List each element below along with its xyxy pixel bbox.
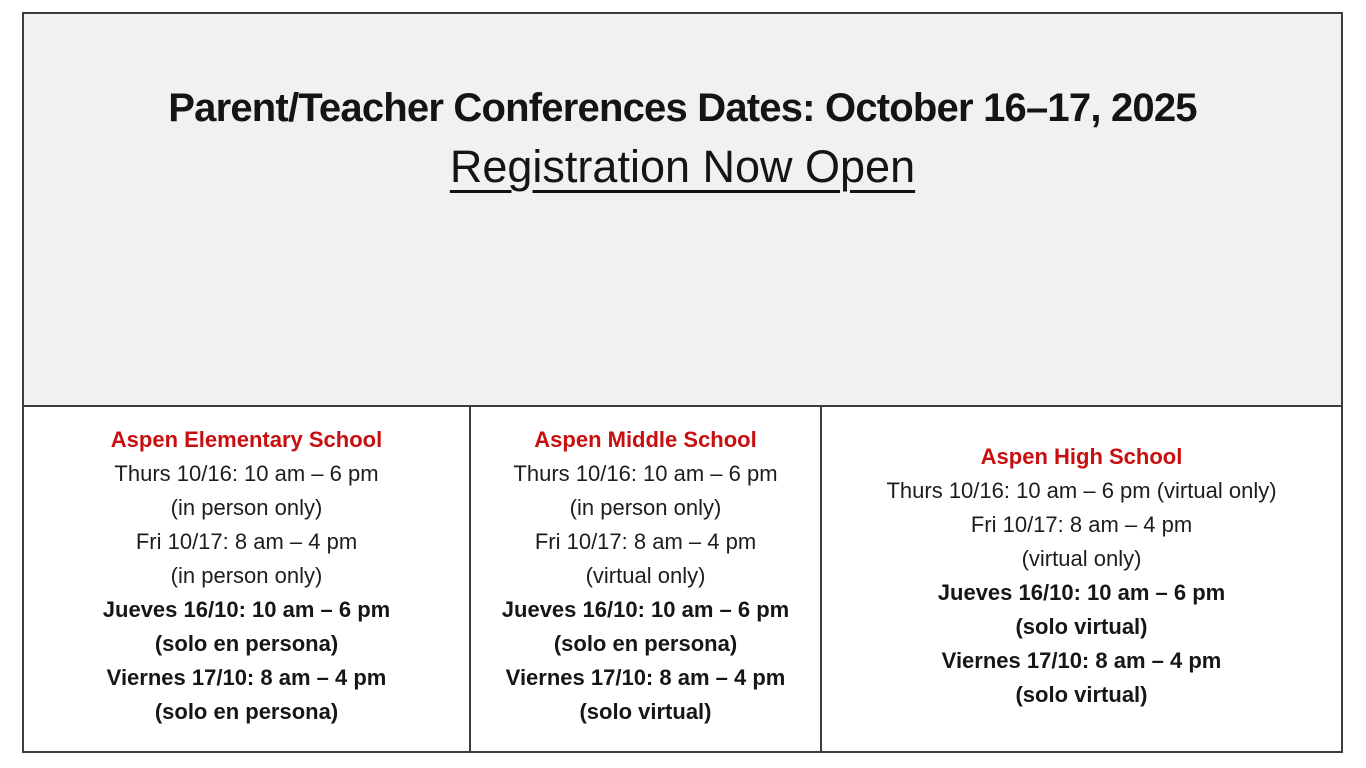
schedule-line-spanish: Viernes 17/10: 8 am – 4 pm xyxy=(106,665,387,690)
schedule-line: (in person only) xyxy=(170,563,323,588)
schedule-line-spanish: Viernes 17/10: 8 am – 4 pm xyxy=(505,665,786,690)
schedule-line-spanish: (solo virtual) xyxy=(1015,614,1148,639)
schedule-line: (in person only) xyxy=(569,495,722,520)
schedule-line-spanish: (solo en persona) xyxy=(154,631,339,656)
schedule-line: (virtual only) xyxy=(585,563,706,588)
schedule-line: Fri 10/17: 8 am – 4 pm xyxy=(970,512,1193,537)
schedule-line: Fri 10/17: 8 am – 4 pm xyxy=(534,529,757,554)
schedule-line-spanish: Jueves 16/10: 10 am – 6 pm xyxy=(501,597,790,622)
school-column-middle xyxy=(469,407,820,751)
schedule-line-spanish: Jueves 16/10: 10 am – 6 pm xyxy=(937,580,1226,605)
schedule-line-spanish: (solo en persona) xyxy=(154,699,339,724)
schedule-line: Fri 10/17: 8 am – 4 pm xyxy=(135,529,358,554)
schedule-line-spanish: (solo virtual) xyxy=(1015,682,1148,707)
school-name-middle: Aspen Middle School xyxy=(534,427,757,452)
registration-open-link[interactable]: Registration Now Open xyxy=(449,141,916,192)
school-name-high: Aspen High School xyxy=(980,444,1183,469)
conference-flyer xyxy=(22,12,1343,753)
school-column-elementary xyxy=(24,407,469,751)
schedule-line: Thurs 10/16: 10 am – 6 pm xyxy=(513,461,778,486)
school-name-elementary: Aspen Elementary School xyxy=(110,427,383,452)
schedule-line-spanish: Viernes 17/10: 8 am – 4 pm xyxy=(941,648,1222,673)
schedule-line: Thurs 10/16: 10 am – 6 pm (virtual only) xyxy=(886,478,1277,503)
schedule-line-spanish: (solo virtual) xyxy=(579,699,712,724)
schedule-line-spanish: Jueves 16/10: 10 am – 6 pm xyxy=(102,597,391,622)
schedule-line: (in person only) xyxy=(170,495,323,520)
schedule-line: (virtual only) xyxy=(1021,546,1142,571)
page-title: Parent/Teacher Conferences Dates: October 16–17, 2025 xyxy=(168,86,1197,130)
schedule-line: Thurs 10/16: 10 am – 6 pm xyxy=(114,461,379,486)
schedule-line-spanish: (solo en persona) xyxy=(553,631,738,656)
school-column-high xyxy=(820,407,1341,751)
flyer-header xyxy=(24,14,1341,407)
schools-grid xyxy=(24,407,1341,751)
